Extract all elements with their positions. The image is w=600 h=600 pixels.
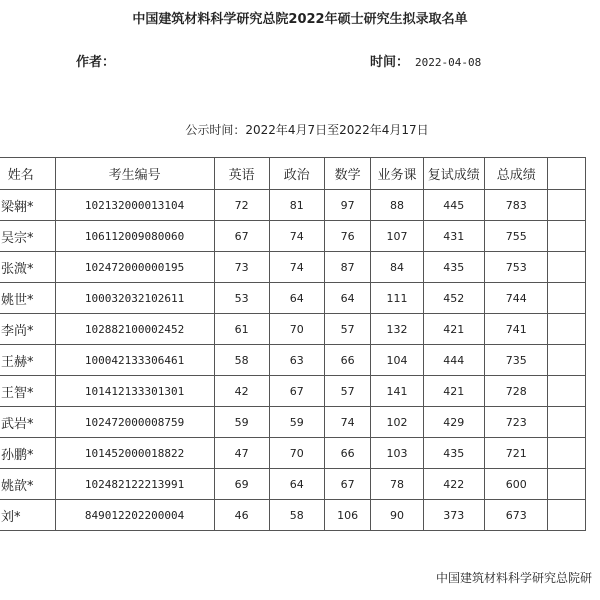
cell-major-course: 84 [371,252,423,283]
cell-english: 69 [214,469,269,500]
cell-name: 刘* [0,500,55,531]
cell-retest-score: 373 [423,500,484,531]
table-row [0,252,586,283]
cell-extra [548,438,586,469]
table-row [0,345,586,376]
cell-total-score: 741 [485,314,548,345]
table-row [0,190,586,221]
cell-exam-id: 106112009080060 [55,221,214,252]
cell-english: 72 [214,190,269,221]
cell-extra [548,314,586,345]
cell-name: 张溦* [0,252,55,283]
table-row [0,469,586,500]
cell-politics: 63 [269,345,324,376]
cell-name: 孙鹏* [0,438,55,469]
cell-math: 87 [324,252,371,283]
cell-math: 106 [324,500,371,531]
cell-math: 66 [324,345,371,376]
header-exam-id: 考生编号 [55,158,214,190]
cell-politics: 74 [269,252,324,283]
cell-major-course: 107 [371,221,423,252]
cell-english: 47 [214,438,269,469]
cell-total-score: 753 [485,252,548,283]
cell-english: 53 [214,283,269,314]
cell-name: 姚歆* [0,469,55,500]
cell-math: 64 [324,283,371,314]
cell-total-score: 783 [485,190,548,221]
cell-politics: 70 [269,314,324,345]
cell-retest-score: 431 [423,221,484,252]
cell-retest-score: 452 [423,283,484,314]
cell-exam-id: 102482122213991 [55,469,214,500]
cell-english: 42 [214,376,269,407]
cell-politics: 59 [269,407,324,438]
cell-math: 76 [324,221,371,252]
cell-english: 61 [214,314,269,345]
table-row [0,407,586,438]
cell-exam-id: 102132000013104 [55,190,214,221]
cell-total-score: 673 [485,500,548,531]
table-row [0,283,586,314]
cell-politics: 70 [269,438,324,469]
cell-english: 67 [214,221,269,252]
time-label: 时间： [370,55,410,70]
cell-retest-score: 429 [423,407,484,438]
cell-extra [548,500,586,531]
cell-major-course: 103 [371,438,423,469]
cell-english: 59 [214,407,269,438]
cell-extra [548,252,586,283]
header-retest-score: 复试成绩 [423,158,484,190]
cell-name: 吴宗* [0,221,55,252]
time-value: 2022-04-08 [415,56,482,69]
header-politics: 政治 [269,158,324,190]
cell-math: 57 [324,314,371,345]
cell-exam-id: 100042133306461 [55,345,214,376]
table-body [0,190,586,531]
cell-major-course: 90 [371,500,423,531]
cell-math: 67 [324,469,371,500]
cell-retest-score: 444 [423,345,484,376]
cell-major-course: 141 [371,376,423,407]
cell-extra [548,190,586,221]
cell-english: 58 [214,345,269,376]
cell-total-score: 600 [485,469,548,500]
table-row [0,376,586,407]
cell-politics: 67 [269,376,324,407]
cell-english: 73 [214,252,269,283]
cell-name: 李尚* [0,314,55,345]
header-total-score: 总成绩 [485,158,548,190]
header-english: 英语 [214,158,269,190]
header-name: 姓名 [0,158,55,190]
table-row [0,314,586,345]
cell-name: 梁翱* [0,190,55,221]
cell-exam-id: 102472000000195 [55,252,214,283]
cell-major-course: 102 [371,407,423,438]
cell-exam-id: 102882100002452 [55,314,214,345]
document-title: 中国建筑材料科学研究总院2022年硕士研究生拟录取名单 [132,12,468,27]
cell-total-score: 755 [485,221,548,252]
cell-total-score: 735 [485,345,548,376]
admission-table [0,157,586,531]
cell-english: 46 [214,500,269,531]
cell-extra [548,221,586,252]
cell-total-score: 721 [485,438,548,469]
public-notice-period: 公示时间：2022年4月7日至2022年4月17日 [185,123,429,137]
cell-name: 姚世* [0,283,55,314]
cell-total-score: 728 [485,376,548,407]
cell-extra [548,407,586,438]
cell-exam-id: 101452000018822 [55,438,214,469]
cell-retest-score: 422 [423,469,484,500]
cell-retest-score: 421 [423,376,484,407]
cell-retest-score: 435 [423,252,484,283]
publish-time [370,51,481,70]
header-math: 数学 [324,158,371,190]
cell-total-score: 723 [485,407,548,438]
cell-exam-id: 100032032102611 [55,283,214,314]
cell-total-score: 744 [485,283,548,314]
cell-politics: 81 [269,190,324,221]
cell-name: 王赫* [0,345,55,376]
footer-institution: 中国建筑材料科学研究总院研 [436,571,593,585]
cell-extra [548,345,586,376]
cell-exam-id: 102472000008759 [55,407,214,438]
cell-politics: 64 [269,469,324,500]
header-major-course: 业务课 [371,158,423,190]
cell-exam-id: 849012202200004 [55,500,214,531]
table-row [0,221,586,252]
cell-politics: 74 [269,221,324,252]
table-row [0,500,586,531]
cell-politics: 58 [269,500,324,531]
cell-math: 97 [324,190,371,221]
cell-extra [548,376,586,407]
cell-major-course: 132 [371,314,423,345]
table-row [0,438,586,469]
cell-retest-score: 445 [423,190,484,221]
cell-retest-score: 421 [423,314,484,345]
cell-retest-score: 435 [423,438,484,469]
cell-major-course: 111 [371,283,423,314]
cell-major-course: 78 [371,469,423,500]
cell-math: 57 [324,376,371,407]
cell-politics: 64 [269,283,324,314]
table-header-row [0,158,586,190]
cell-major-course: 104 [371,345,423,376]
cell-major-course: 88 [371,190,423,221]
author-label: 作者： [76,55,116,70]
cell-extra [548,469,586,500]
cell-exam-id: 101412133301301 [55,376,214,407]
cell-name: 王智* [0,376,55,407]
cell-math: 66 [324,438,371,469]
cell-extra [548,283,586,314]
cell-name: 武岩* [0,407,55,438]
cell-math: 74 [324,407,371,438]
header-extra [548,158,586,190]
